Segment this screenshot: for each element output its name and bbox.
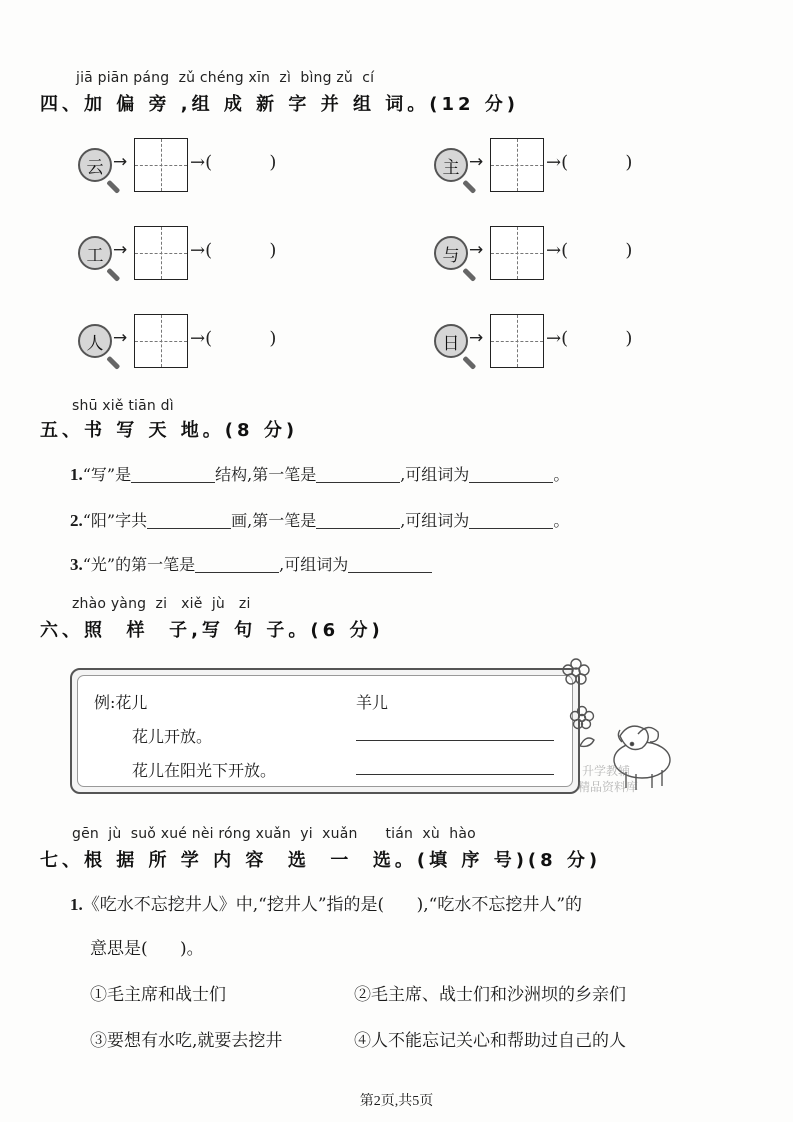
answer-paren[interactable]: →( ): [546, 152, 633, 173]
answer-blank[interactable]: [316, 510, 400, 529]
answer-blank[interactable]: [147, 510, 231, 529]
section6-title: 六、照 样 子,写 句 子。(6 分): [40, 620, 384, 641]
option-1[interactable]: ①毛主席和战士们: [90, 985, 226, 1005]
base-char: 主: [434, 148, 468, 182]
base-char: 与: [434, 236, 468, 270]
answer-blank[interactable]: [469, 464, 553, 483]
page-footer: 第2页,共5页: [359, 1094, 434, 1109]
watermark-text: 升学教辅: [582, 764, 631, 778]
example-label: 例:花儿: [94, 693, 148, 712]
answer-line[interactable]: [356, 740, 554, 741]
section6-pinyin: zhào yàng zi xiě jù zi: [72, 596, 251, 612]
arrow-icon: →: [113, 328, 128, 348]
answer-blank[interactable]: [316, 464, 400, 483]
question-5-2: 2.“阳”字共 画,第一笔是 ,可组词为 。: [70, 511, 570, 530]
section4-pinyin: jiā piān páng zǔ chéng xīn zì bìng zǔ cí: [76, 70, 375, 86]
answer-blank[interactable]: [348, 554, 432, 573]
answer-paren[interactable]: →( ): [190, 240, 277, 261]
tian-grid-box[interactable]: [134, 314, 188, 368]
answer-blank[interactable]: [469, 510, 553, 529]
answer-paren[interactable]: →( ): [546, 240, 633, 261]
section5-title: 五、书 写 天 地。(8 分): [40, 420, 299, 441]
example-sentence-1: 花儿开放。: [132, 727, 213, 746]
option-4[interactable]: ④人不能忘记关心和帮助过自己的人: [354, 1031, 626, 1051]
answer-paren[interactable]: →( ): [546, 328, 633, 349]
base-char: 日: [434, 324, 468, 358]
arrow-icon: →: [469, 240, 484, 260]
watermark-text: 精品资料库: [578, 780, 639, 794]
section5-pinyin: shū xiě tiān dì: [72, 398, 174, 414]
answer-line[interactable]: [356, 774, 554, 775]
arrow-icon: →: [113, 152, 128, 172]
base-char: 人: [78, 324, 112, 358]
question-7-1-cont: 意思是( )。: [90, 939, 204, 959]
section7-pinyin: gēn jù suǒ xué nèi róng xuǎn yi xuǎn tián xù hào: [72, 826, 476, 842]
question-7-1: 1.《吃水不忘挖井人》中,“挖井人”指的是( ),“吃水不忘挖井人”的: [70, 895, 583, 915]
arrow-icon: →: [113, 240, 128, 260]
tian-grid-box[interactable]: [134, 138, 188, 192]
tian-grid-box[interactable]: [490, 314, 544, 368]
target-word: 羊儿: [356, 693, 389, 712]
tian-grid-box[interactable]: [490, 138, 544, 192]
question-5-3: 3.“光”的第一笔是 ,可组词为: [70, 552, 432, 575]
arrow-icon: →: [469, 328, 484, 348]
base-char: 工: [78, 236, 112, 270]
answer-paren[interactable]: →( ): [190, 328, 277, 349]
section7-title: 七、根 据 所 学 内 容 选 一 选。(填 序 号)(8 分): [40, 850, 602, 871]
answer-paren[interactable]: →( ): [190, 152, 277, 173]
option-3[interactable]: ③要想有水吃,就要去挖井: [90, 1031, 283, 1051]
section4-title: 四、加 偏 旁 ,组 成 新 字 并 组 词。(12 分): [40, 94, 520, 115]
tian-grid-box[interactable]: [490, 226, 544, 280]
option-2[interactable]: ②毛主席、战士们和沙洲坝的乡亲们: [354, 985, 626, 1005]
arrow-icon: →: [469, 152, 484, 172]
answer-blank[interactable]: [131, 464, 215, 483]
question-5-1: 1.“写”是 结构,第一笔是 ,可组词为 。: [70, 465, 570, 484]
answer-blank[interactable]: [195, 554, 279, 573]
example-sentence-2: 花儿在阳光下开放。: [132, 761, 277, 780]
tian-grid-box[interactable]: [134, 226, 188, 280]
base-char: 云: [78, 148, 112, 182]
